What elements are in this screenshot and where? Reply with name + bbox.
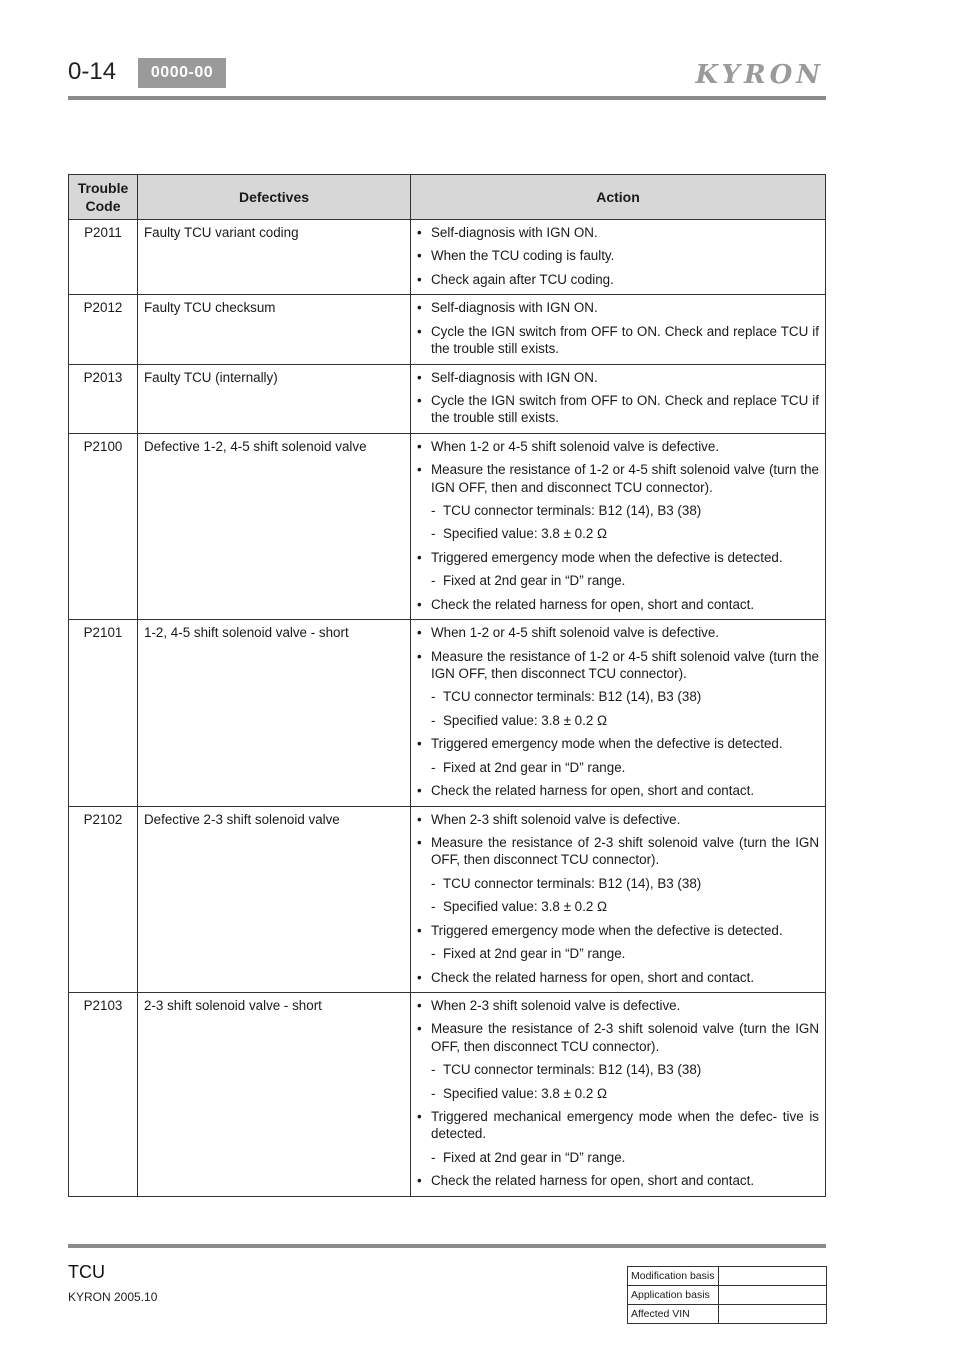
- action-text: Check again after TCU coding.: [431, 271, 614, 287]
- action-bullet-item: [417, 247, 819, 264]
- action-bullet-item: [417, 392, 819, 427]
- bullet-icon: •: [417, 1021, 422, 1037]
- bullet-icon: •: [417, 392, 422, 408]
- bullet-icon: •: [417, 271, 422, 287]
- action-text: Cycle the IGN switch from OFF to ON. Check and replace TCU if the trouble still exists.: [431, 323, 819, 357]
- bullet-icon: •: [417, 922, 422, 938]
- bullet-icon: •: [417, 1109, 422, 1125]
- defective-cell: Faulty TCU variant coding: [138, 220, 411, 295]
- table-body: [69, 220, 826, 1197]
- trouble-code-cell: P2101: [69, 620, 138, 806]
- mod-value: [719, 1286, 827, 1305]
- action-text: Triggered emergency mode when the defective is detected.: [431, 736, 783, 752]
- action-sub-text: Fixed at 2nd gear in “D” range.: [443, 573, 626, 589]
- action-cell: [411, 433, 826, 619]
- action-text: Measure the resistance of 2-3 shift solenoid valve (turn the IGN OFF, then disconnect TCU connector).: [431, 834, 819, 868]
- footer-rule: [68, 1244, 826, 1248]
- mod-label: Modification basis: [628, 1267, 719, 1286]
- action-text: Measure the resistance of 1-2 or 4-5 shift solenoid valve (turn the IGN OFF, then disconnect TCU connector).: [431, 648, 819, 682]
- table-row: [69, 992, 826, 1196]
- action-sub-text: TCU connector terminals: B12 (14), B3 (38): [443, 875, 702, 891]
- action-text: Check the related harness for open, short and contact.: [431, 1173, 755, 1189]
- table-row: [69, 364, 826, 433]
- action-sub-text: TCU connector terminals: B12 (14), B3 (38): [443, 503, 702, 519]
- bullet-icon: •: [417, 811, 422, 827]
- bullet-icon: •: [417, 596, 422, 612]
- table-row: [69, 295, 826, 364]
- action-sub-text: Specified value: 3.8 ± 0.2 Ω: [443, 1085, 608, 1101]
- action-text: When 1-2 or 4-5 shift solenoid valve is defective.: [431, 438, 720, 454]
- action-sub-text: Specified value: 3.8 ± 0.2 Ω: [443, 712, 608, 728]
- trouble-code-cell: P2011: [69, 220, 138, 295]
- action-text: Triggered emergency mode when the defective is detected.: [431, 549, 783, 565]
- defective-cell: 1-2, 4-5 shift solenoid valve - short: [138, 620, 411, 806]
- mod-label: Affected VIN: [628, 1305, 719, 1324]
- dash-icon: -: [431, 1085, 436, 1101]
- action-bullet-item: [417, 461, 819, 496]
- defective-cell: Defective 1-2, 4-5 shift solenoid valve: [138, 433, 411, 619]
- dash-icon: -: [431, 1062, 436, 1078]
- action-cell: [411, 992, 826, 1196]
- header-rule: [68, 96, 826, 100]
- action-sub-item: [417, 1149, 819, 1166]
- action-bullet-item: [417, 834, 819, 869]
- action-text: Check the related harness for open, short and contact.: [431, 596, 755, 612]
- action-text: When 2-3 shift solenoid valve is defective.: [431, 811, 681, 827]
- bullet-icon: •: [417, 783, 422, 799]
- mod-value: [719, 1267, 827, 1286]
- action-sub-item: [417, 1061, 819, 1078]
- action-cell: [411, 220, 826, 295]
- action-bullet-item: [417, 1172, 819, 1189]
- action-bullet-item: [417, 369, 819, 386]
- brand-logo: KYRON: [695, 60, 824, 90]
- action-sub-item: [417, 759, 819, 776]
- action-text: Self-diagnosis with IGN ON.: [431, 225, 598, 240]
- action-bullet-item: [417, 735, 819, 752]
- section-code-badge: 0000-00: [138, 58, 226, 88]
- bullet-icon: •: [417, 369, 422, 385]
- table-row: [69, 433, 826, 619]
- column-header-defectives: Defectives: [138, 175, 411, 220]
- action-text: When the TCU coding is faulty.: [431, 248, 615, 264]
- mod-row: [628, 1286, 827, 1305]
- action-text: When 1-2 or 4-5 shift solenoid valve is defective.: [431, 625, 720, 641]
- dash-icon: -: [431, 712, 436, 728]
- action-sub-text: TCU connector terminals: B12 (14), B3 (38): [443, 689, 702, 705]
- action-bullet-item: [417, 271, 819, 288]
- action-text: Check the related harness for open, short and contact.: [431, 969, 755, 985]
- action-sub-item: [417, 688, 819, 705]
- action-bullet-item: [417, 596, 819, 613]
- table-row: [69, 220, 826, 295]
- action-bullet-item: [417, 969, 819, 986]
- bullet-icon: •: [417, 1173, 422, 1189]
- action-text: Measure the resistance of 1-2 or 4-5 shift solenoid valve (turn the IGN OFF, then and disconnect TCU connector).: [431, 462, 819, 495]
- action-bullet-item: [417, 1020, 819, 1055]
- action-text: Self-diagnosis with IGN ON.: [431, 369, 598, 385]
- action-bullet-item: [417, 782, 819, 799]
- defective-cell: Faulty TCU checksum: [138, 295, 411, 364]
- action-bullet-item: [417, 997, 819, 1014]
- action-bullet-item: [417, 438, 819, 455]
- action-sub-item: [417, 525, 819, 542]
- action-text: Check the related harness for open, short and contact.: [431, 783, 755, 799]
- modification-box: [627, 1266, 827, 1324]
- action-bullet-item: [417, 323, 819, 358]
- action-sub-item: [417, 502, 819, 519]
- action-sub-text: Fixed at 2nd gear in “D” range.: [443, 946, 626, 962]
- dash-icon: -: [431, 573, 436, 589]
- trouble-code-cell: P2102: [69, 806, 138, 992]
- action-text: Triggered emergency mode when the defective is detected.: [431, 922, 783, 938]
- mod-row: [628, 1305, 827, 1324]
- action-sub-item: [417, 875, 819, 892]
- dash-icon: -: [431, 526, 436, 542]
- dash-icon: -: [431, 759, 436, 775]
- dash-icon: -: [431, 1149, 436, 1165]
- trouble-code-cell: P2100: [69, 433, 138, 619]
- bullet-icon: •: [417, 736, 422, 752]
- table-row: [69, 806, 826, 992]
- action-sub-item: [417, 898, 819, 915]
- action-sub-text: Fixed at 2nd gear in “D” range.: [443, 1149, 626, 1165]
- action-text: Cycle the IGN switch from OFF to ON. Check and replace TCU if the trouble still exists.: [431, 392, 819, 426]
- trouble-code-table: [68, 174, 826, 1197]
- bullet-icon: •: [417, 300, 422, 316]
- table-header-row: [69, 175, 826, 220]
- dash-icon: -: [431, 946, 436, 962]
- bullet-icon: •: [417, 225, 422, 240]
- action-cell: [411, 364, 826, 433]
- page-number: 0-14: [68, 58, 117, 85]
- trouble-code-cell: P2012: [69, 295, 138, 364]
- dash-icon: -: [431, 503, 436, 519]
- bullet-icon: •: [417, 648, 422, 664]
- action-bullet-item: [417, 299, 819, 316]
- action-sub-item: [417, 712, 819, 729]
- action-text: Measure the resistance of 2-3 shift solenoid valve (turn the IGN OFF, then disconnect TCU connector).: [431, 1021, 819, 1054]
- footer-model-date: KYRON 2005.10: [68, 1290, 158, 1304]
- action-sub-item: [417, 1085, 819, 1102]
- action-sub-text: TCU connector terminals: B12 (14), B3 (38): [443, 1062, 702, 1078]
- dash-icon: -: [431, 899, 436, 915]
- bullet-icon: •: [417, 834, 422, 850]
- action-bullet-item: [417, 549, 819, 566]
- action-cell: [411, 806, 826, 992]
- mod-label: Application basis: [628, 1286, 719, 1305]
- bullet-icon: •: [417, 438, 422, 454]
- column-header-action: Action: [411, 175, 826, 220]
- action-text: Self-diagnosis with IGN ON.: [431, 300, 598, 316]
- trouble-code-cell: P2013: [69, 364, 138, 433]
- dash-icon: -: [431, 875, 436, 891]
- action-cell: [411, 295, 826, 364]
- action-bullet-item: [417, 922, 819, 939]
- action-sub-item: [417, 572, 819, 589]
- bullet-icon: •: [417, 462, 422, 478]
- action-bullet-item: [417, 1108, 819, 1143]
- bullet-icon: •: [417, 248, 422, 264]
- footer-section-title: TCU: [68, 1262, 105, 1282]
- defective-cell: 2-3 shift solenoid valve - short: [138, 992, 411, 1196]
- table-row: [69, 620, 826, 806]
- defective-cell: Faulty TCU (internally): [138, 364, 411, 433]
- action-bullet-item: [417, 648, 819, 683]
- action-sub-item: [417, 945, 819, 962]
- mod-row: [628, 1267, 827, 1286]
- action-text: Triggered mechanical emergency mode when the defec- tive is detected.: [431, 1109, 819, 1142]
- dash-icon: -: [431, 689, 436, 705]
- action-sub-text: Specified value: 3.8 ± 0.2 Ω: [443, 899, 608, 915]
- bullet-icon: •: [417, 969, 422, 985]
- action-sub-text: Specified value: 3.8 ± 0.2 Ω: [443, 526, 608, 542]
- action-bullet-item: [417, 224, 819, 241]
- bullet-icon: •: [417, 549, 422, 565]
- trouble-code-cell: P2103: [69, 992, 138, 1196]
- action-cell: [411, 620, 826, 806]
- column-header-code: Trouble Code: [69, 175, 138, 220]
- action-bullet-item: [417, 811, 819, 828]
- bullet-icon: •: [417, 625, 422, 641]
- bullet-icon: •: [417, 997, 422, 1013]
- action-sub-text: Fixed at 2nd gear in “D” range.: [443, 759, 626, 775]
- action-text: When 2-3 shift solenoid valve is defective.: [431, 997, 681, 1013]
- action-bullet-item: [417, 624, 819, 641]
- defective-cell: Defective 2-3 shift solenoid valve: [138, 806, 411, 992]
- mod-value: [719, 1305, 827, 1324]
- bullet-icon: •: [417, 323, 422, 339]
